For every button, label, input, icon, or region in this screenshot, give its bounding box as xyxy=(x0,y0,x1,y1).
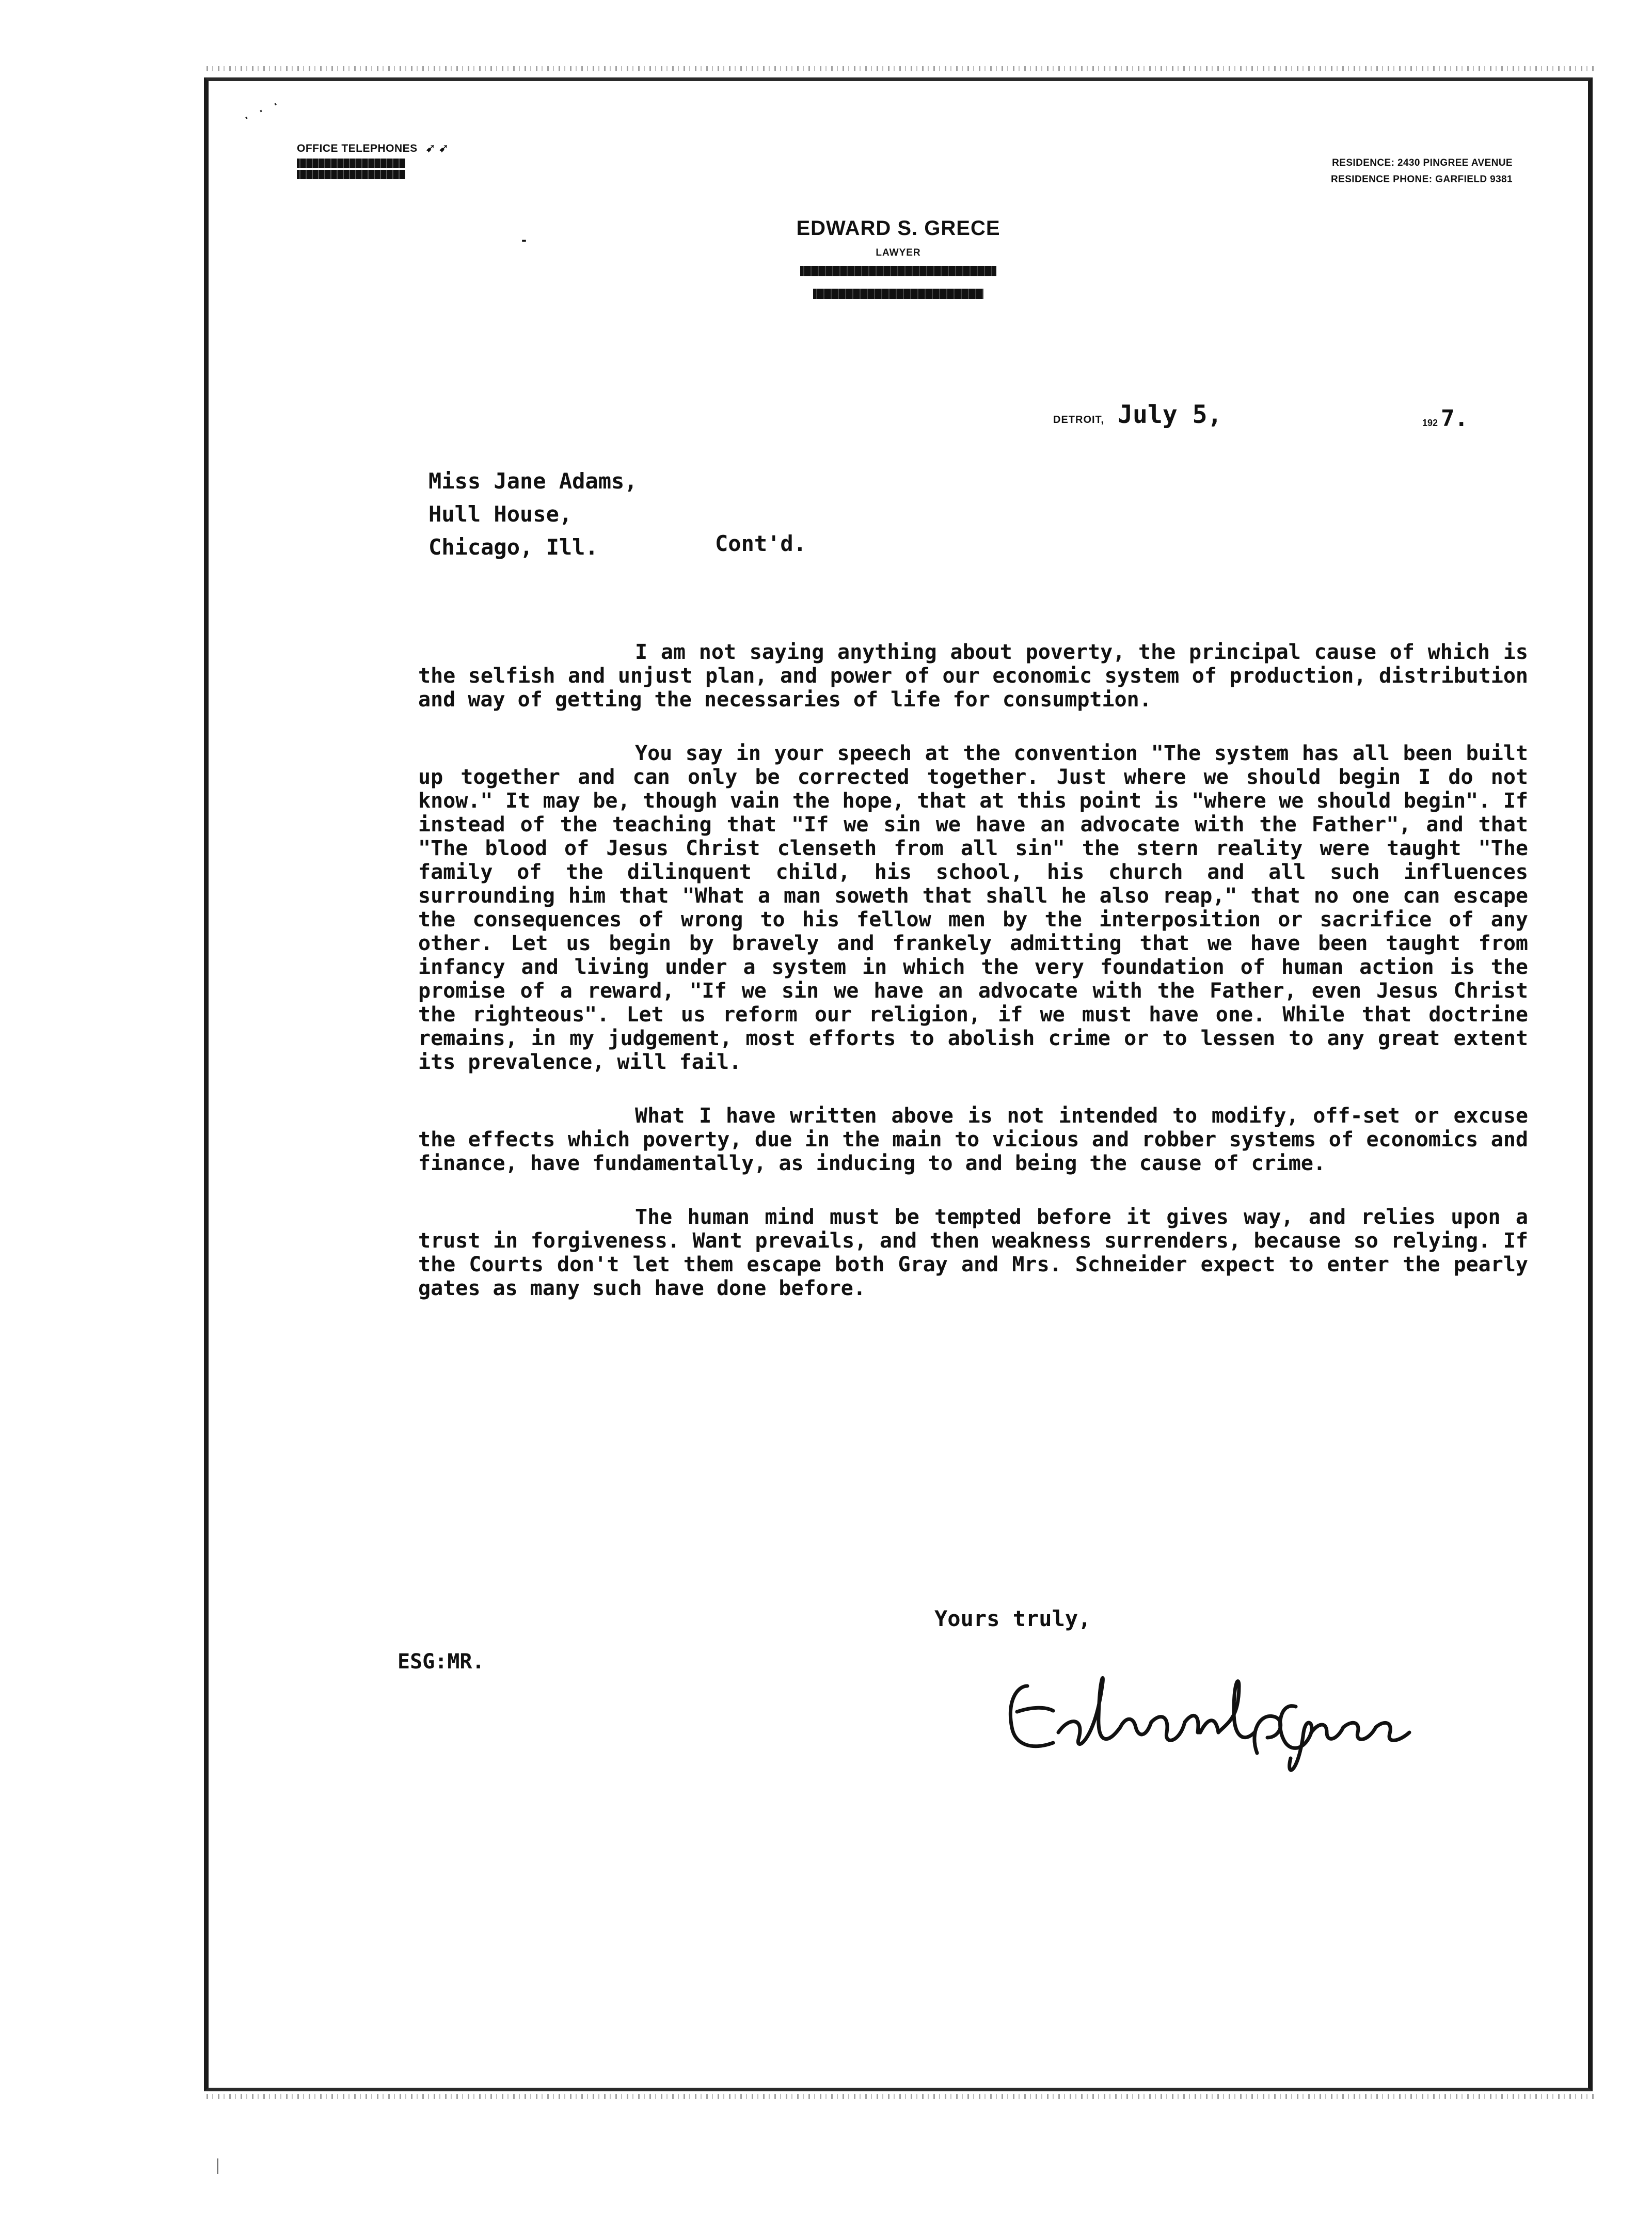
struck-out-office-city xyxy=(813,289,983,299)
scan-specks: · · · xyxy=(241,94,285,128)
body-paragraph-4: The human mind must be tempted before it gives way, and relies upon a trust in forgiveness. Want prevails, and then weakness surrenders, because so relying. If the Courts don't let them escape both Gray and Mrs. Schneider expect to enter the pearly gates as many such have done before. xyxy=(418,1205,1528,1300)
arrow-marks-icon: ➹ ➹ xyxy=(425,141,449,154)
struck-out-office-address xyxy=(800,266,996,276)
recipient-address: Miss Jane Adams, Hull House, Chicago, Ill. xyxy=(428,468,638,560)
residence-address: RESIDENCE: 2430 PINGREE AVENUE xyxy=(1332,157,1513,168)
body-paragraph-3: What I have written above is not intended to modify, off-set or excuse the effects which poverty, due in the main to vicious and robber systems of economics and finance, have fundamentally, as inducing to and being the cause of crime. xyxy=(418,1104,1528,1175)
letterhead-office xyxy=(297,140,449,179)
struck-out-phone-1 xyxy=(297,159,405,168)
residence-phone: RESIDENCE PHONE: GARFIELD 9381 xyxy=(1331,174,1513,185)
struck-out-phone-2 xyxy=(297,170,405,179)
letterhead-name: EDWARD S. GRECE xyxy=(796,217,1000,240)
dateline-year xyxy=(1422,405,1468,432)
body-paragraph-1: I am not saying anything about poverty, the principal cause of which is the selfish and unjust plan, and power of our economic system of production, distribution and way of getting the necessaries of life for consumption. xyxy=(418,640,1528,712)
letterhead-title: LAWYER xyxy=(876,247,921,258)
handwritten-signature xyxy=(996,1655,1420,1774)
dateline xyxy=(1053,400,1222,429)
scan-edge-top xyxy=(206,66,1595,71)
margin-dash: - xyxy=(521,231,527,248)
typist-initials: ESG:MR. xyxy=(398,1650,485,1674)
closing-salutation: Yours truly, xyxy=(934,1606,1091,1631)
year-prefix: 192 xyxy=(1422,418,1438,428)
body-paragraph-2: You say in your speech at the convention "The system has all been built up together and can only be corrected together. Just where we should begin I do not know." It may be, though vain the hope, that at this point is "where we should begin". If instead of the teaching that "If we sin we have an advocate with the Father", and that "The blood of Jesus Christ clenseth from all sin" the stern reality were taught "The family of the dilinquent child, his school, his church and all such influences surrounding him that "What a man soweth that shall he also reap," that no one can escape the consequences of wrong to his fellow men by the interposition or sacrifice of any other. Let us begin by bravely and frankely admitting that we have been taught from infancy and living under a system in which the very foundation of human action is the promise of a reward, "If we sin we have an advocate with the Father, even Jesus Christ the righteous". Let us reform our religion, if we must have one. While that doctrine remains, in my judgement, most efforts to abolish crime or to lessen to any great extent its prevalence, will fail. xyxy=(418,742,1528,1074)
scan-edge-bottom xyxy=(206,2094,1595,2099)
dateline-date: July 5, xyxy=(1118,400,1222,429)
letterhead-center xyxy=(774,217,1022,299)
year-digit: 7. xyxy=(1441,405,1469,432)
office-telephones-label: OFFICE TELEPHONES xyxy=(297,143,418,154)
dateline-city: DETROIT, xyxy=(1053,414,1105,425)
margin-mark xyxy=(217,2158,218,2174)
letterhead-residence xyxy=(1331,155,1513,188)
letter-body xyxy=(418,640,1528,1330)
continued-marker: Cont'd. xyxy=(715,531,807,556)
